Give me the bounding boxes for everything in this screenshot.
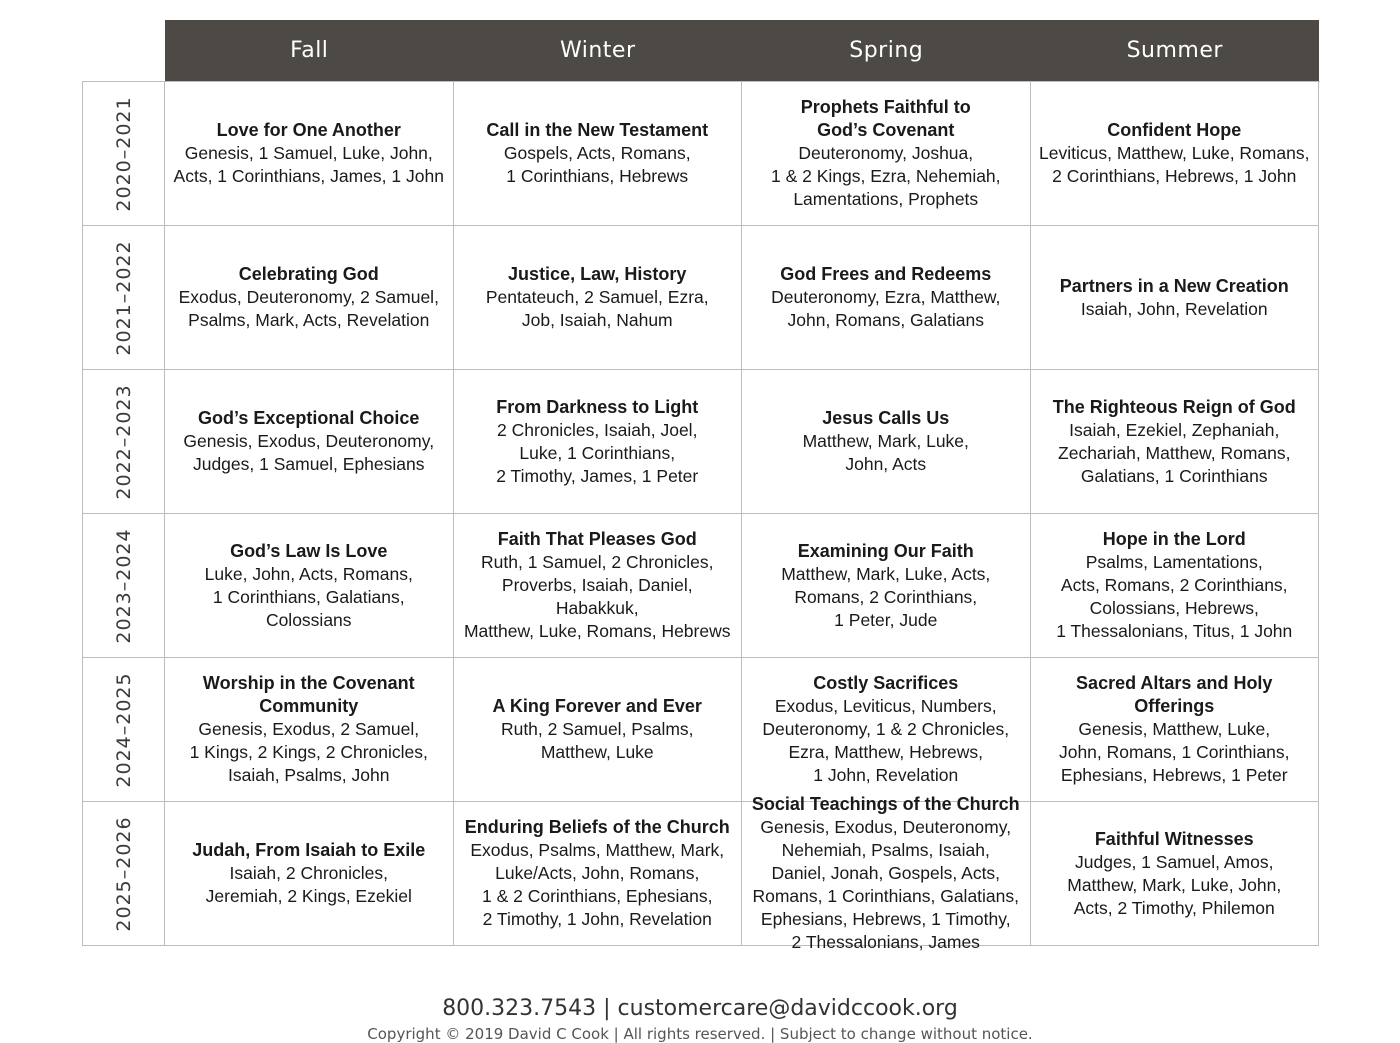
season-header-fall: Fall (290, 38, 329, 63)
study-books: Deuteronomy, Joshua, 1 & 2 Kings, Ezra, Nehemiah, Lamentations, Prophets (770, 143, 1001, 209)
study-cell-fall (165, 226, 454, 370)
study-cell-spring (742, 794, 1031, 952)
study-books: Luke, John, Acts, Romans, 1 Corinthians, Galatians, Colossians (204, 563, 413, 630)
study-books: Ruth, 1 Samuel, 2 Chronicles, Proverbs, Isaiah, Daniel, Habakkuk, Matthew, Luke, Romans, Hebrews (463, 552, 731, 641)
year-cell (83, 802, 165, 946)
year-label: 2020–2021 (112, 95, 135, 212)
study-title: Social Teachings of the Church (751, 794, 1020, 814)
study-title: God’s Exceptional Choice (198, 408, 420, 428)
study-cell-winter (454, 370, 743, 514)
study-cell-spring (742, 82, 1031, 226)
study-title: Sacred Altars and Holy Offerings (1076, 673, 1273, 716)
study-cell-summer (1031, 82, 1320, 226)
study-title: Faithful Witnesses (1094, 828, 1254, 849)
study-title: God Frees and Redeems (780, 264, 992, 284)
study-cell-winter (454, 802, 743, 946)
study-title: A King Forever and Ever (492, 696, 702, 716)
study-title: Faith That Pleases God (497, 529, 697, 549)
year-label: 2024–2025 (112, 671, 135, 788)
study-cell-summer (1031, 226, 1320, 370)
study-cell-spring (742, 658, 1031, 802)
year-cell (83, 658, 165, 802)
study-books: Genesis, Exodus, Deuteronomy, Nehemiah, Psalms, Isaiah, Daniel, Jonah, Gospels, Acts, Romans, 1 Corinthians, Galatians, Ephesians, Hebrews, 1 Timothy, 2 Thessalonians, James (752, 817, 1020, 952)
study-title: Prophets Faithful to God’s Covenant (800, 97, 971, 140)
study-title: Hope in the Lord (1102, 529, 1246, 549)
study-books: Psalms, Lamentations, Acts, Romans, 2 Corinthians, Colossians, Hebrews, 1 Thessalonians, Titus, 1 John (1056, 552, 1293, 641)
schedule-row (83, 514, 1320, 658)
study-cell-winter (454, 658, 743, 802)
study-books: Judges, 1 Samuel, Amos, Matthew, Mark, Luke, John, Acts, 2 Timothy, Philemon (1067, 851, 1282, 918)
study-books: 2 Chronicles, Isaiah, Joel, Luke, 1 Corinthians, 2 Timothy, James, 1 Peter (496, 419, 699, 486)
study-title: Examining Our Faith (797, 540, 974, 561)
season-header-winter: Winter (559, 38, 636, 63)
study-books: Genesis, Exodus, Deuteronomy, Judges, 1 Samuel, Ephesians (183, 431, 435, 474)
study-cell-summer (1031, 370, 1320, 514)
season-header-summer: Summer (1126, 38, 1223, 63)
study-title: Jesus Calls Us (822, 408, 950, 428)
study-cell-fall (165, 370, 454, 514)
study-cell-winter (454, 226, 743, 370)
study-books: Exodus, Leviticus, Numbers, Deuteronomy, 1 & 2 Chronicles, Ezra, Matthew, Hebrews, 1 John, Revelation (762, 696, 1010, 785)
year-label: 2023–2024 (112, 527, 135, 644)
study-title: Call in the New Testament (486, 120, 709, 140)
study-books: Matthew, Mark, Luke, John, Acts (802, 431, 969, 474)
study-books: Ruth, 2 Samuel, Psalms, Matthew, Luke (500, 719, 694, 762)
season-header-spring: Spring (849, 38, 924, 63)
study-title: Justice, Law, History (508, 264, 687, 284)
study-cell-fall (165, 514, 454, 658)
study-title: Partners in a New Creation (1059, 275, 1289, 296)
study-title: Costly Sacrifices (813, 673, 959, 693)
study-title: Enduring Beliefs of the Church (464, 817, 730, 837)
study-cell-winter (454, 82, 743, 226)
study-cell-spring (742, 514, 1031, 658)
study-cell-summer (1031, 802, 1320, 946)
study-title: God’s Law Is Love (230, 540, 388, 561)
study-cell-spring (742, 226, 1031, 370)
year-cell (83, 370, 165, 514)
study-books: Exodus, Psalms, Matthew, Mark, Luke/Acts, John, Romans, 1 & 2 Corinthians, Ephesians, 2 Timothy, 1 John, Revelation (470, 840, 725, 929)
schedule-row (83, 658, 1320, 802)
study-cell-fall (165, 658, 454, 802)
season-header-row (165, 20, 1319, 81)
study-books: Genesis, Exodus, 2 Samuel, 1 Kings, 2 Kings, 2 Chronicles, Isaiah, Psalms, John (189, 719, 428, 785)
study-books: Matthew, Mark, Luke, Acts, Romans, 2 Corinthians, 1 Peter, Jude (781, 563, 991, 630)
schedule-row (83, 82, 1320, 226)
study-title: Worship in the Covenant Community (202, 673, 415, 716)
study-cell-summer (1031, 658, 1320, 802)
study-books: Leviticus, Matthew, Luke, Romans, 2 Corinthians, Hebrews, 1 John (1039, 143, 1310, 186)
study-title: Celebrating God (238, 264, 379, 284)
study-books: Pentateuch, 2 Samuel, Ezra, Job, Isaiah, Nahum (485, 287, 709, 330)
study-title: The Righteous Reign of God (1052, 396, 1296, 417)
study-books: Isaiah, Ezekiel, Zephaniah, Zechariah, Matthew, Romans, Galatians, 1 Corinthians (1058, 419, 1291, 486)
year-cell (83, 226, 165, 370)
study-cell-fall (165, 82, 454, 226)
year-label: 2022–2023 (112, 383, 135, 500)
study-cell-spring (742, 370, 1031, 514)
study-cell-winter (454, 514, 743, 658)
year-label: 2025–2026 (112, 815, 135, 932)
footer-contact: 800.323.7543 | customercare@davidccook.org (442, 996, 958, 1021)
study-title: Love for One Another (216, 120, 401, 140)
study-books: Deuteronomy, Ezra, Matthew, John, Romans, Galatians (771, 287, 1001, 330)
study-books: Genesis, Matthew, Luke, John, Romans, 1 Corinthians, Ephesians, Hebrews, 1 Peter (1058, 719, 1290, 785)
study-books: Isaiah, 2 Chronicles, Jeremiah, 2 Kings, Ezekiel (205, 863, 412, 906)
year-cell (83, 514, 165, 658)
study-cell-fall (165, 802, 454, 946)
study-title: Judah, From Isaiah to Exile (192, 840, 426, 860)
year-label: 2021–2022 (112, 239, 135, 356)
study-title: From Darkness to Light (496, 396, 699, 417)
footer-copyright: Copyright © 2019 David C Cook | All rights reserved. | Subject to change without notice. (367, 1025, 1033, 1043)
schedule-grid (82, 81, 1320, 952)
study-books: Isaiah, John, Revelation (1080, 298, 1268, 319)
year-cell (83, 82, 165, 226)
study-books: Gospels, Acts, Romans, 1 Corinthians, Hebrews (503, 143, 691, 186)
schedule-row (83, 370, 1320, 514)
study-books: Exodus, Deuteronomy, 2 Samuel, Psalms, Mark, Acts, Revelation (178, 287, 439, 330)
study-books: Genesis, 1 Samuel, Luke, John, Acts, 1 Corinthians, James, 1 John (173, 143, 444, 186)
schedule-row (83, 794, 1320, 952)
study-cell-summer (1031, 514, 1320, 658)
schedule-row (83, 226, 1320, 370)
study-title: Confident Hope (1107, 120, 1242, 140)
